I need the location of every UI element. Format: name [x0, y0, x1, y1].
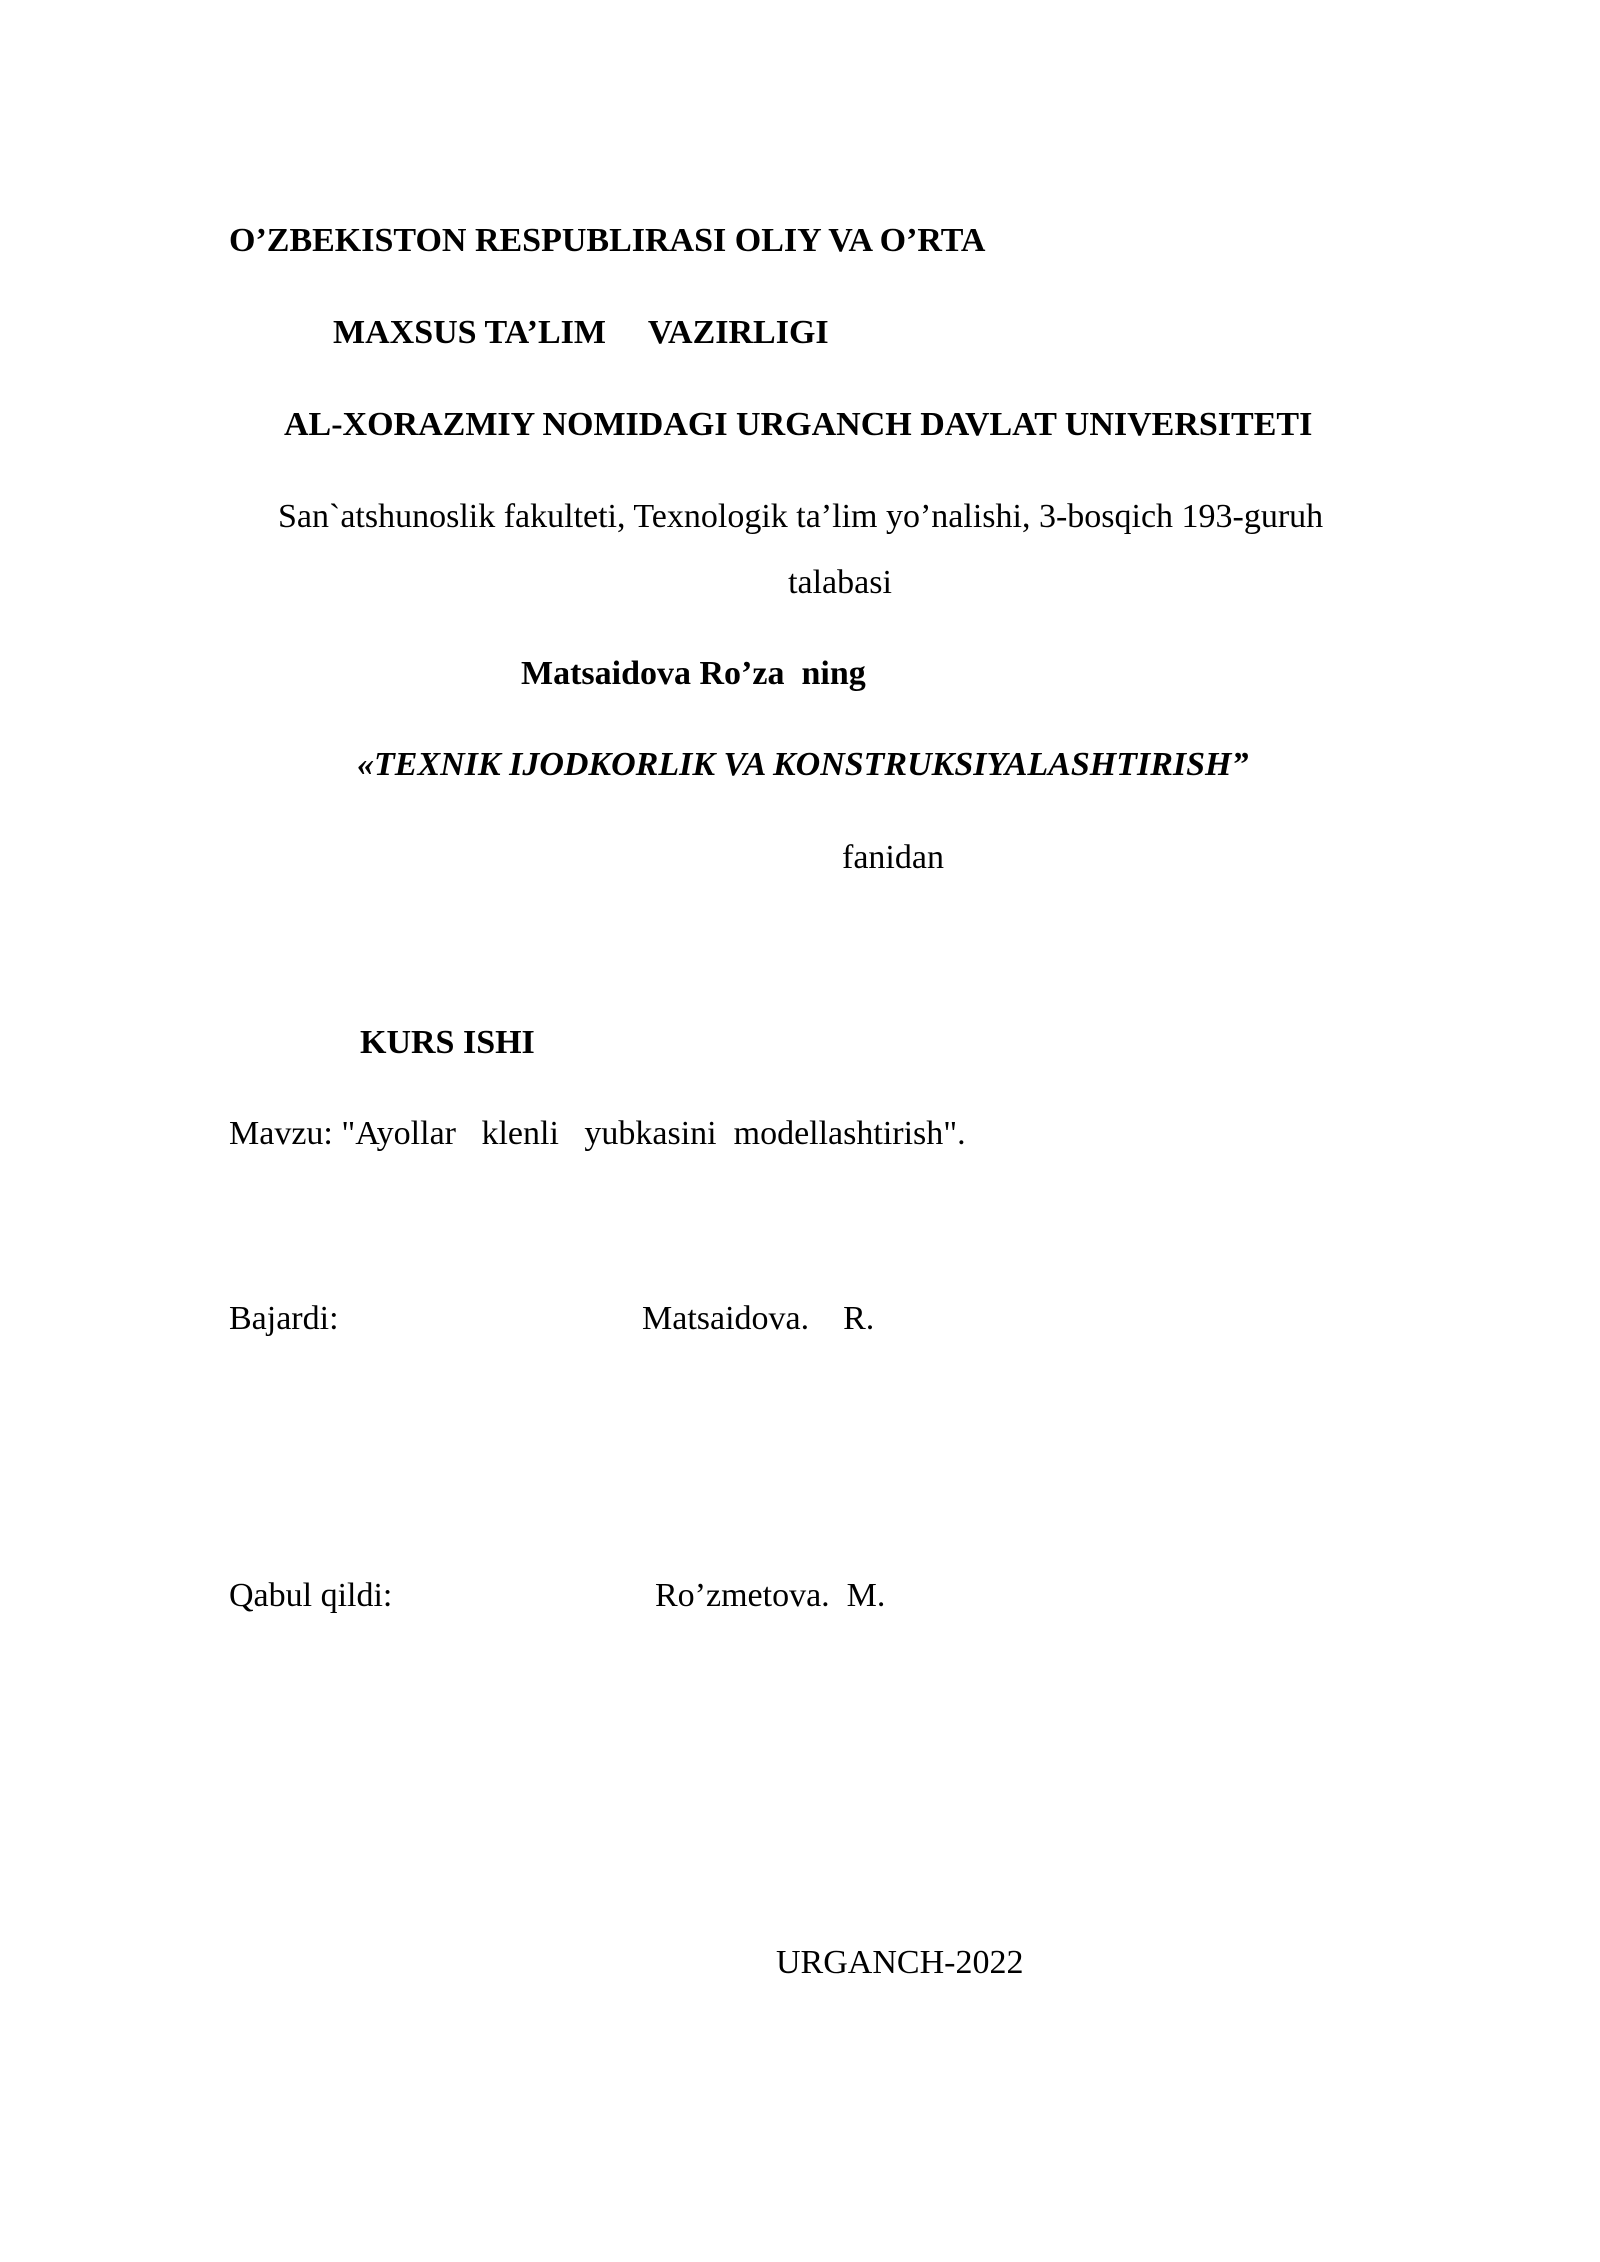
accepted-by-label: Qabul qildi:	[229, 1577, 393, 1614]
performed-by-label: Bajardi:	[229, 1300, 339, 1337]
student-name: Matsaidova Ro’za ning	[521, 655, 866, 692]
work-topic: Mavzu: "Ayollar klenli yubkasini modellashtirish".	[229, 1115, 966, 1152]
city-year: URGANCH-2022	[776, 1944, 1024, 1981]
faculty-line: San`atshunoslik fakulteti, Texnologik ta’lim yo’nalishi, 3-bosqich 193-guruh	[278, 498, 1324, 535]
subject-suffix: fanidan	[842, 839, 944, 876]
accepted-by-name: Ro’zmetova. M.	[655, 1577, 886, 1614]
faculty-line-continuation: talabasi	[788, 564, 892, 601]
performed-by-name: Matsaidova. R.	[642, 1300, 875, 1337]
subject-title: «TEXNIK IJODKORLIK VA KONSTRUKSIYALASHTIRISH”	[357, 746, 1249, 783]
work-type: KURS ISHI	[360, 1024, 535, 1061]
ministry-title-line2: MAXSUS TA’LIM VAZIRLIGI	[333, 314, 829, 351]
ministry-title-line1: O’ZBEKISTON RESPUBLIRASI OLIY VA O’RTA	[229, 222, 986, 259]
university-name: AL-XORAZMIY NOMIDAGI URGANCH DAVLAT UNIVERSITETI	[284, 406, 1313, 443]
